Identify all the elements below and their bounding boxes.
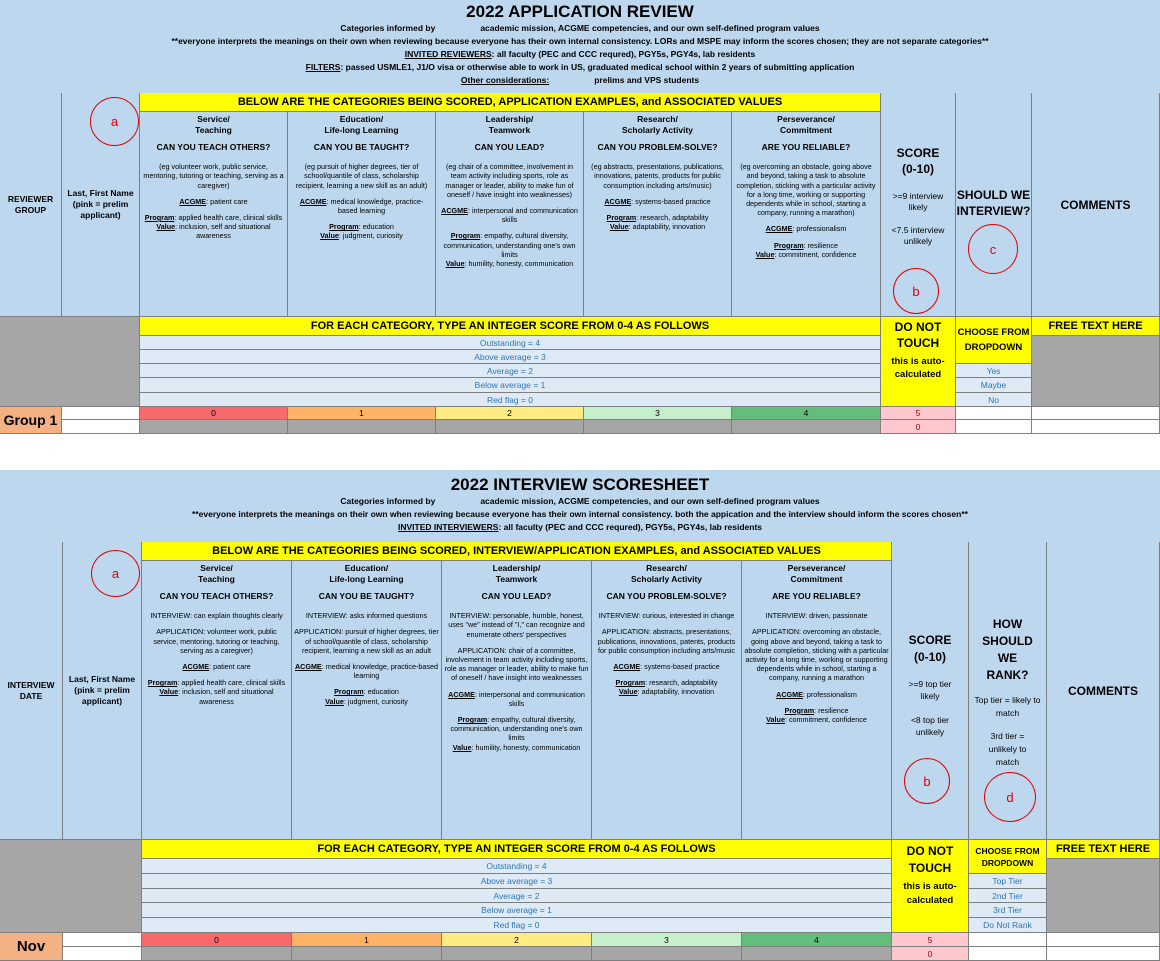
score-lo: <8 top tier unlikely (910, 715, 950, 737)
score-hi: >=9 interview likely (892, 191, 944, 212)
score-cell-empty[interactable] (732, 420, 881, 434)
cat-name: Education/ Life-long Learning (329, 563, 404, 584)
iv-gray-right (1047, 859, 1160, 933)
cat-question: CAN YOU BE TAUGHT? (318, 591, 415, 601)
cat-application: APPLICATION: volunteer work, public service, mentoring, tutoring or teaching, serving as a caregiver) (153, 627, 280, 655)
scale-row: Below average = 1 (140, 378, 881, 393)
total-score: 0 (892, 947, 969, 961)
rank-dropdown[interactable] (969, 947, 1047, 961)
name-input[interactable] (62, 420, 140, 434)
auto-calc-label: this is auto-calculated (891, 356, 945, 380)
score-title: SCORE (0-10) (908, 633, 952, 664)
comments-input[interactable] (1032, 407, 1160, 420)
cat-application: APPLICATION: pursuit of higher degrees, tier of school/quantile of class, scholarship recipient, learning a new skill as an adult (294, 627, 439, 655)
cat-application: APPLICATION: chair of a committee, involvement in team activity including sports, role as manager or leader, ability to make fun of oneself / have insight into weaknesses (444, 645, 589, 683)
iv-col-date: INTERVIEW DATE (0, 542, 63, 840)
comments-input[interactable] (1032, 420, 1160, 434)
score-cell-empty[interactable] (288, 420, 436, 434)
total-score: 5 (892, 933, 969, 947)
comments-input[interactable] (1047, 947, 1160, 961)
iv-interviewers-text: : all faculty (PEC and CCC requred), PGY5s, PGY4s, lab residents (498, 522, 763, 532)
cat-acgme: patient care (213, 662, 251, 672)
scale-row: Above average = 3 (142, 874, 892, 889)
iv-cat-education: Education/ Life-long Learning CAN YOU BE TAUGHT? INTERVIEW: asks informed questions APPLICATION: pursuit of higher degrees, tier of school/quantile of class, scholarship recipient, learning a new skill as an adult ACGME: medical knowledge, practice-based learning Program: education Value: judgment, curiosity (292, 561, 442, 840)
scale-row: Below average = 1 (142, 903, 892, 918)
cat-question: CAN YOU BE TAUGHT? (313, 142, 410, 152)
cat-value: humility, honesty, communication (468, 259, 574, 269)
score-cell-empty[interactable] (140, 420, 288, 434)
iv-title: 2022 INTERVIEW SCORESHEET (450, 475, 710, 494)
app-choose-dropdown: CHOOSE FROM DROPDOWN (956, 317, 1032, 364)
score-cell-empty[interactable] (742, 947, 892, 961)
cat-acgme: interpersonal and communication skills (471, 206, 578, 225)
app-cat-education: Education/ Life-long Learning CAN YOU BE TAUGHT? (eg pursuit of higher degrees, tier of school/quantile of class, scholarship recipient, learning a new skill as an adult) ACGME: medical knowledge, practice-based learning Program: education Value: judgment, curiosity (288, 112, 436, 317)
cat-value: inclusion, self and situational awareness (182, 687, 274, 706)
cat-program: research, adaptability (649, 678, 718, 688)
auto-calc-label: this is auto-calculated (903, 881, 957, 906)
score-cell[interactable]: 2 (442, 933, 592, 947)
cat-example: (eg pursuit of higher degrees, tier of school/quantile of class, scholarship recipient, learning a new skill as an adult) (295, 162, 428, 190)
cat-program: empathy, cultural diversity, communication, understanding one's own limits (443, 231, 576, 259)
cat-question: CAN YOU TEACH OTHERS? (156, 142, 271, 152)
cat-program: education (362, 222, 394, 232)
date-label: Nov (0, 933, 63, 961)
cat-example: (eg abstracts, presentations, publications, innovations, patents, products for public consumption including arts/music) (591, 162, 724, 190)
app-cat-leadership: Leadership/ Teamwork CAN YOU LEAD? (eg chair of a committee, involvement in team activity including sports, role as manager or leader, ability to make fun of oneself / have insight into weaknesses) ACGME: interpersonal and communication skills Program: empathy, cultural diversity, communication, understanding one's own limits Value: humility, honesty, communication (436, 112, 584, 317)
app-banner: BELOW ARE THE CATEGORIES BEING SCORED, APPLICATION EXAMPLES, and ASSOCIATED VALUES (140, 93, 881, 112)
iv-note: **everyone interprets the meanings on their own when reviewing because everyone has their own internal consistency. both the appication and the interview should inform the scores chosen** (192, 509, 968, 519)
app-title: 2022 APPLICATION REVIEW (466, 2, 694, 21)
cat-interview: INTERVIEW: curious, interested in change (598, 611, 735, 621)
score-cell-empty[interactable] (142, 947, 292, 961)
app-other-label: Other considerations: (460, 75, 550, 85)
name-input[interactable] (62, 407, 140, 420)
marker-c: c (968, 224, 1018, 274)
app-filters-text: : passed USMLE1, J1/O visa or otherwise able to work in US, graduated medical school within 2 years of submitting application (340, 62, 855, 72)
rank-dropdown[interactable] (969, 933, 1047, 947)
app-other-text: prelims and VPS students (594, 75, 700, 85)
cat-name: Service/ Teaching (198, 563, 235, 584)
cat-value: commitment, confidence (788, 715, 867, 725)
iv-header (0, 470, 1160, 543)
app-comments-header: COMMENTS (1032, 93, 1160, 317)
group-label: Group 1 (0, 407, 62, 434)
dropdown-option[interactable]: Do Not Rank (969, 918, 1047, 933)
score-cell[interactable]: 4 (732, 407, 881, 420)
iv-choose-dropdown: CHOOSE FROM DROPDOWN (969, 840, 1047, 874)
app-filters-label: FILTERS (305, 62, 341, 72)
score-lo: <7.5 interview unlikely (891, 225, 945, 246)
cat-program: applied health care, clinical skills (181, 678, 286, 688)
app-free-text: FREE TEXT HERE (1032, 317, 1160, 336)
score-cell[interactable]: 2 (436, 407, 584, 420)
iv-categories-rest: academic mission, ACGME competencies, and our own self-defined program values (480, 496, 820, 506)
cat-question: CAN YOU PROBLEM-SOLVE? (597, 142, 718, 152)
total-score: 0 (881, 420, 956, 434)
dropdown-option[interactable]: Maybe (956, 378, 1032, 393)
iv-cat-service: Service/ Teaching CAN YOU TEACH OTHERS? INTERVIEW: can explain thoughts clearly APPLICATION: volunteer work, public service, mentoring, tutoring or teaching, serving as a caregiver) ACGME: patient care Program: applied health care, clinical skills Value: inclusion, self and situational awareness (142, 561, 292, 840)
cat-name: Service/ Teaching (195, 114, 232, 135)
name-input[interactable] (63, 933, 142, 947)
comments-input[interactable] (1047, 933, 1160, 947)
app-instructions: FOR EACH CATEGORY, TYPE AN INTEGER SCORE FROM 0-4 AS FOLLOWS (140, 317, 881, 336)
cat-value: humility, honesty, communication (475, 742, 581, 752)
app-note: **everyone interprets the meanings on their own when reviewing because everyone has their own internal consistency. LORs and MSPE may inform the scores chosen; they are not separate categories** (171, 36, 989, 46)
cat-acgme: professionalism (796, 224, 847, 234)
decision-dropdown[interactable] (956, 407, 1032, 420)
scale-row: Average = 2 (140, 364, 881, 378)
app-header (0, 0, 1160, 94)
iv-do-not-touch (892, 840, 969, 933)
cat-interview: INTERVIEW: driven, passionate (765, 611, 868, 621)
app-categories-prefix: Categories informed by (340, 23, 436, 33)
marker-b: b (893, 268, 939, 314)
dropdown-option[interactable]: 2nd Tier (969, 889, 1047, 903)
cat-value: inclusion, self and situational awareness (179, 222, 271, 241)
cat-example: (eg overcoming an obstacle, going above and beyond, taking a task to absolute completion, sticking with a particular activity for a long time, working or supporting dependents while in school, starting a company, running a marathon) (736, 162, 876, 218)
iv-banner: BELOW ARE THE CATEGORIES BEING SCORED, INTERVIEW/APPLICATION EXAMPLES, and ASSOCIATED VALUES (142, 542, 892, 561)
cat-name: Research/ Scholarly Activity (621, 114, 694, 135)
score-cell-empty[interactable] (584, 420, 732, 434)
cat-name: Leadership/ Teamwork (492, 563, 541, 584)
decision-dropdown[interactable] (956, 420, 1032, 434)
cat-name: Leadership/ Teamwork (485, 114, 534, 135)
marker-d: d (984, 772, 1036, 822)
cat-question: ARE YOU RELIABLE? (772, 591, 861, 601)
iv-cat-leadership: Leadership/ Teamwork CAN YOU LEAD? INTERVIEW: personable, humble, honest, uses "we" instead of "I," can recognize and enumerate others' perspectives APPLICATION: chair of a committee, involvement in team activity including sports, role as manager or leader, ability to make fun of oneself / have insight into weaknesses ACGME: interpersonal and communication skills Program: empathy, cultural diversity, communication, understanding one's own limits Value: humility, honesty, communication (442, 561, 592, 840)
score-cell[interactable]: 3 (592, 933, 742, 947)
app-categories-rest: academic mission, ACGME competencies, and our own self-defined program values (480, 23, 820, 33)
app-col-name: Last, First Name (pink = prelim applicant) (62, 93, 140, 317)
cat-application: APPLICATION: abstracts, presentations, publications, innovations, patents, products for public consumption including arts/music (597, 627, 736, 655)
app-cat-service: Service/ Teaching CAN YOU TEACH OTHERS? (eg volunteer work, public service, mentoring, tutoring or teaching, serving as a caregiver) ACGME: patient care Program: applied health care, clinical skills Value: inclusion, self and situational awareness (140, 112, 288, 317)
score-cell[interactable]: 3 (584, 407, 732, 420)
score-cell[interactable]: 0 (142, 933, 292, 947)
cat-acgme: systems-based practice (644, 662, 720, 672)
iv-cat-research: Research/ Scholarly Activity CAN YOU PROBLEM-SOLVE? INTERVIEW: curious, interested in change APPLICATION: abstracts, presentations, publications, innovations, patents, products for public consumption including arts/music ACGME: systems-based practice Program: research, adaptability Value: adaptability, innovation (592, 561, 742, 840)
cat-name: Education/ Life-long Learning (324, 114, 399, 135)
dropdown-option[interactable]: 3rd Tier (969, 903, 1047, 918)
cat-name: Perseverance/ Commitment (777, 114, 835, 135)
cat-question: CAN YOU LEAD? (474, 142, 545, 152)
iv-cat-perseverance: Perseverance/ Commitment ARE YOU RELIABLE? INTERVIEW: driven, passionate APPLICATION: overcoming an obstacle, going above and beyond, taking a task to absolute completion, sticking with a particular activity for a long time, working or supporting dependents while in school, starting a company, running a marathon ACGME: professionalism Program: resilience Value: commitment, confidence (742, 561, 892, 840)
scale-row: Above average = 3 (140, 350, 881, 364)
cat-program: research, adaptability (640, 213, 709, 223)
app-col-group: REVIEWER GROUP (0, 93, 62, 317)
cat-application: APPLICATION: overcoming an obstacle, going above and beyond, taking a task to absolute completion, sticking with a particular activity for a long time, working or supporting dependents while in school, starting a company, running a marathon (744, 627, 889, 683)
score-cell-empty[interactable] (436, 420, 584, 434)
iv-comments-header: COMMENTS (1047, 542, 1160, 840)
app-do-not-touch (881, 317, 956, 407)
cat-acgme: interpersonal and communication skills (478, 689, 585, 708)
cat-value: adaptability, innovation (632, 222, 706, 232)
app-cat-research: Research/ Scholarly Activity CAN YOU PROBLEM-SOLVE? (eg abstracts, presentations, publications, innovations, patents, products for public consumption including arts/music) ACGME: systems-based practice Program: research, adaptability Value: adaptability, innovation (584, 112, 732, 317)
scale-row: Outstanding = 4 (142, 859, 892, 874)
do-not-touch-label: DO NOT TOUCH (906, 844, 954, 875)
score-cell[interactable]: 1 (288, 407, 436, 420)
score-cell[interactable]: 4 (742, 933, 892, 947)
cat-name: Research/ Scholarly Activity (630, 563, 703, 584)
scale-row: Outstanding = 4 (140, 336, 881, 350)
score-cell-empty[interactable] (292, 947, 442, 961)
scale-row: Red flag = 0 (140, 393, 881, 407)
cat-example: (eg chair of a committee, involvement in team activity including sports, role as manager or leader, ability to make fun of oneself / have insight into weaknesses) (445, 162, 574, 199)
iv-gray-left (0, 840, 142, 933)
app-gray-left (0, 317, 140, 407)
iv-interviewers-label: INVITED INTERVIEWERS (397, 522, 499, 532)
total-score: 5 (881, 407, 956, 420)
interview-scoresheet (0, 470, 1160, 961)
scale-row: Red flag = 0 (142, 918, 892, 933)
dropdown-option[interactable]: No (956, 393, 1032, 407)
iv-col-name: Last, First Name (pink = prelim applicant) (63, 542, 142, 840)
score-cell-empty[interactable] (442, 947, 592, 961)
cat-value: commitment, confidence (778, 249, 857, 259)
cat-program: resilience (807, 240, 838, 250)
cat-value: judgment, curiosity (342, 231, 403, 241)
cat-acgme: medical knowledge, practice-based learning (330, 196, 424, 216)
cat-value: adaptability, innovation (641, 687, 715, 697)
dropdown-option[interactable]: Yes (956, 364, 1032, 378)
marker-a: a (90, 97, 139, 146)
iv-free-text: FREE TEXT HERE (1047, 840, 1160, 859)
app-reviewers-text: : all faculty (PEC and CCC requred), PGY5s, PGY4s, lab residents (491, 49, 756, 59)
cat-program: resilience (818, 705, 849, 715)
app-reviewers-label: INVITED REVIEWERS (404, 49, 492, 59)
cat-acgme: medical knowledge, practice-based learning (325, 662, 439, 681)
app-cat-perseverance: Perseverance/ Commitment ARE YOU RELIABLE? (eg overcoming an obstacle, going above and beyond, taking a task to absolute completion, sticking with a particular activity for a long time, working or supporting dependents while in school, starting a company, running a marathon) ACGME: professionalism Program: resilience Value: commitment, confidence (732, 112, 881, 317)
decision-title: SHOULD WE INTERVIEW? (956, 188, 1031, 218)
iv-categories-prefix: Categories informed by (340, 496, 436, 506)
cat-program: empathy, cultural diversity, communication, understanding one's own limits (450, 715, 583, 743)
name-input[interactable] (63, 947, 142, 961)
score-cell[interactable]: 0 (140, 407, 288, 420)
cat-question: CAN YOU LEAD? (481, 591, 552, 601)
iv-instructions: FOR EACH CATEGORY, TYPE AN INTEGER SCORE FROM 0-4 AS FOLLOWS (142, 840, 892, 859)
rank-lo: 3rd tier = unlikely to match (988, 731, 1027, 767)
cat-question: CAN YOU PROBLEM-SOLVE? (606, 591, 727, 601)
cat-name: Perseverance/ Commitment (787, 563, 846, 584)
cat-value: judgment, curiosity (347, 696, 408, 706)
cat-program: education (367, 687, 399, 697)
cat-question: CAN YOU TEACH OTHERS? (159, 591, 274, 601)
app-decision-header (956, 93, 1032, 317)
cat-acgme: professionalism (806, 689, 857, 699)
app-gray-right (1032, 336, 1160, 407)
score-cell[interactable]: 1 (292, 933, 442, 947)
scale-row: Average = 2 (142, 889, 892, 903)
marker-b: b (904, 758, 950, 804)
cat-example: (eg volunteer work, public service, mentoring, tutoring or teaching, serving as a caregiver) (143, 162, 284, 190)
cat-interview: INTERVIEW: personable, humble, honest, uses "we" instead of "I," can recognize and enumerate others' perspectives (448, 611, 585, 639)
do-not-touch-label: DO NOT TOUCH (894, 320, 942, 350)
rank-title: HOW SHOULD WE RANK? (982, 617, 1033, 682)
score-cell-empty[interactable] (592, 947, 742, 961)
application-review-sheet (0, 0, 1160, 437)
cat-interview: INTERVIEW: can explain thoughts clearly (150, 611, 283, 621)
cat-acgme: patient care (210, 196, 248, 206)
score-hi: >=9 top tier likely (908, 679, 952, 701)
cat-interview: INTERVIEW: asks informed questions (305, 611, 428, 621)
rank-hi: Top tier = likely to match (974, 695, 1041, 718)
score-title: SCORE (0-10) (896, 146, 940, 176)
marker-a: a (91, 550, 140, 597)
cat-acgme: systems-based practice (635, 196, 711, 206)
cat-program: applied health care, clinical skills (178, 213, 283, 223)
dropdown-option[interactable]: Top Tier (969, 874, 1047, 889)
cat-question: ARE YOU RELIABLE? (761, 142, 851, 152)
